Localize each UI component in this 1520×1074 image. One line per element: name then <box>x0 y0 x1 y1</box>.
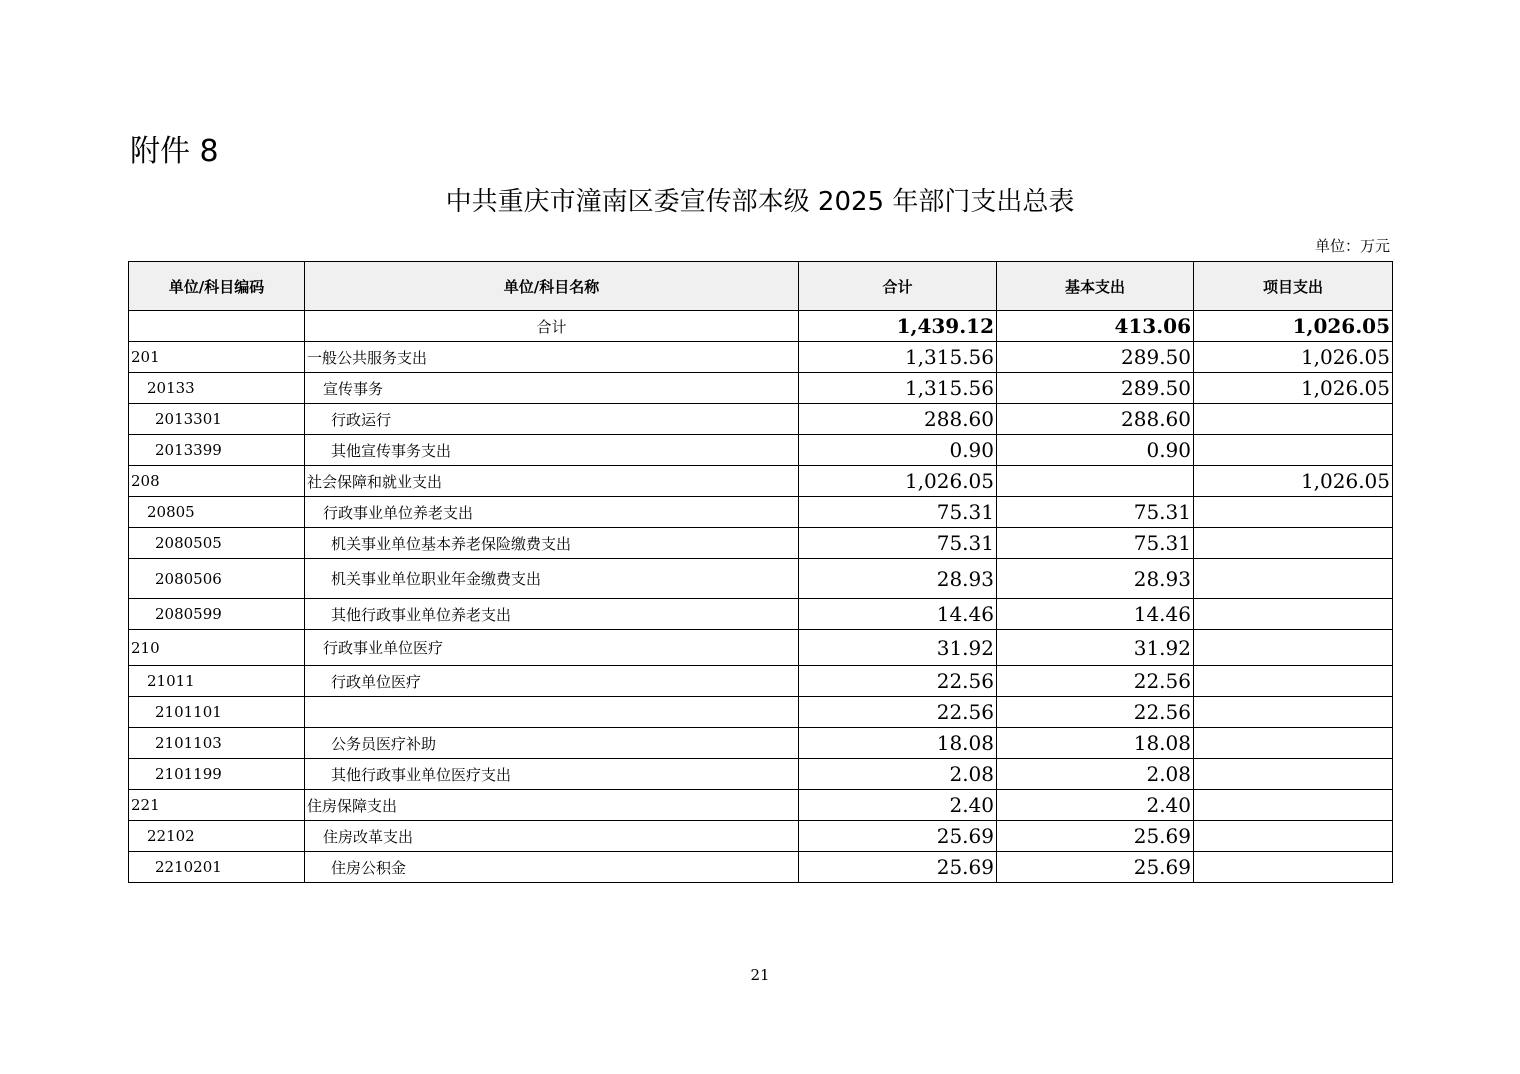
column-header-basic: 基本支出 <box>997 262 1194 311</box>
cell-name: 其他宣传事务支出 <box>305 435 799 466</box>
cell-total: 75.31 <box>799 497 997 528</box>
cell-code: 210 <box>129 630 305 666</box>
cell-project <box>1194 497 1393 528</box>
cell-code: 2210201 <box>129 852 305 883</box>
cell-total: 2.08 <box>799 759 997 790</box>
cell-name: 合计 <box>305 311 799 342</box>
cell-total: 0.90 <box>799 435 997 466</box>
attachment-label: 附件 8 <box>130 134 219 169</box>
cell-basic: 14.46 <box>997 599 1194 630</box>
table-row <box>129 821 1393 852</box>
cell-name: 机关事业单位基本养老保险缴费支出 <box>305 528 799 559</box>
table-row <box>129 528 1393 559</box>
cell-basic: 31.92 <box>997 630 1194 666</box>
cell-name: 社会保障和就业支出 <box>305 466 799 497</box>
table-row <box>129 666 1393 697</box>
cell-project <box>1194 759 1393 790</box>
column-header-total: 合计 <box>799 262 997 311</box>
cell-code: 208 <box>129 466 305 497</box>
cell-code: 2101199 <box>129 759 305 790</box>
cell-name: 公务员医疗补助 <box>305 728 799 759</box>
cell-basic: 2.08 <box>997 759 1194 790</box>
cell-name: 行政单位医疗 <box>305 666 799 697</box>
cell-name: 其他行政事业单位医疗支出 <box>305 759 799 790</box>
cell-total: 28.93 <box>799 559 997 599</box>
cell-total: 2.40 <box>799 790 997 821</box>
cell-name: 住房改革支出 <box>305 821 799 852</box>
cell-total: 18.08 <box>799 728 997 759</box>
column-header-name: 单位/科目名称 <box>305 262 799 311</box>
table-row <box>129 790 1393 821</box>
table-row <box>129 728 1393 759</box>
table-row <box>129 435 1393 466</box>
cell-code: 21011 <box>129 666 305 697</box>
cell-name <box>305 697 799 728</box>
cell-name: 机关事业单位职业年金缴费支出 <box>305 559 799 599</box>
cell-total: 1,315.56 <box>799 373 997 404</box>
cell-basic: 25.69 <box>997 852 1194 883</box>
column-header-code: 单位/科目编码 <box>129 262 305 311</box>
cell-basic: 75.31 <box>997 497 1194 528</box>
cell-code: 221 <box>129 790 305 821</box>
unit-label: 单位：万元 <box>1314 237 1390 255</box>
cell-basic: 288.60 <box>997 404 1194 435</box>
table-row <box>129 852 1393 883</box>
cell-project <box>1194 790 1393 821</box>
cell-name: 行政事业单位医疗 <box>305 630 799 666</box>
cell-name: 宣传事务 <box>305 373 799 404</box>
cell-total: 288.60 <box>799 404 997 435</box>
cell-basic: 0.90 <box>997 435 1194 466</box>
cell-total: 75.31 <box>799 528 997 559</box>
cell-code: 2080506 <box>129 559 305 599</box>
cell-project <box>1194 821 1393 852</box>
cell-code: 2013301 <box>129 404 305 435</box>
cell-project: 1,026.05 <box>1194 311 1393 342</box>
cell-total: 1,315.56 <box>799 342 997 373</box>
expenditure-table <box>128 261 1393 883</box>
table-row <box>129 697 1393 728</box>
cell-total: 31.92 <box>799 630 997 666</box>
cell-total: 1,026.05 <box>799 466 997 497</box>
cell-project <box>1194 630 1393 666</box>
cell-basic: 22.56 <box>997 697 1194 728</box>
cell-code: 201 <box>129 342 305 373</box>
cell-code: 2013399 <box>129 435 305 466</box>
table-row <box>129 497 1393 528</box>
cell-total: 1,439.12 <box>799 311 997 342</box>
cell-project <box>1194 404 1393 435</box>
table-row <box>129 759 1393 790</box>
table-row <box>129 404 1393 435</box>
cell-basic: 25.69 <box>997 821 1194 852</box>
cell-code: 2101101 <box>129 697 305 728</box>
cell-total: 14.46 <box>799 599 997 630</box>
cell-basic: 289.50 <box>997 342 1194 373</box>
table-header-row <box>129 262 1393 311</box>
cell-code: 20805 <box>129 497 305 528</box>
cell-total: 25.69 <box>799 852 997 883</box>
cell-basic: 289.50 <box>997 373 1194 404</box>
cell-project: 1,026.05 <box>1194 342 1393 373</box>
cell-total: 22.56 <box>799 666 997 697</box>
cell-name: 其他行政事业单位养老支出 <box>305 599 799 630</box>
cell-project <box>1194 852 1393 883</box>
cell-total: 22.56 <box>799 697 997 728</box>
total-row <box>129 311 1393 342</box>
cell-project: 1,026.05 <box>1194 466 1393 497</box>
cell-code: 2101103 <box>129 728 305 759</box>
page-title: 中共重庆市潼南区委宣传部本级 2025 年部门支出总表 <box>445 187 1075 217</box>
cell-total: 25.69 <box>799 821 997 852</box>
cell-project <box>1194 697 1393 728</box>
cell-basic: 2.40 <box>997 790 1194 821</box>
cell-code: 20133 <box>129 373 305 404</box>
cell-basic: 28.93 <box>997 559 1194 599</box>
cell-project <box>1194 599 1393 630</box>
cell-code: 22102 <box>129 821 305 852</box>
cell-name: 一般公共服务支出 <box>305 342 799 373</box>
cell-code <box>129 311 305 342</box>
page-number: 21 <box>750 966 770 984</box>
table-row <box>129 466 1393 497</box>
cell-code: 2080505 <box>129 528 305 559</box>
cell-basic: 75.31 <box>997 528 1194 559</box>
cell-project: 1,026.05 <box>1194 373 1393 404</box>
cell-name: 住房公积金 <box>305 852 799 883</box>
cell-basic: 18.08 <box>997 728 1194 759</box>
table-row <box>129 373 1393 404</box>
table-row <box>129 630 1393 666</box>
cell-code: 2080599 <box>129 599 305 630</box>
cell-project <box>1194 435 1393 466</box>
cell-name: 住房保障支出 <box>305 790 799 821</box>
cell-project <box>1194 528 1393 559</box>
cell-project <box>1194 728 1393 759</box>
cell-project <box>1194 666 1393 697</box>
cell-basic <box>997 466 1194 497</box>
table-row <box>129 559 1393 599</box>
cell-name: 行政运行 <box>305 404 799 435</box>
cell-basic: 22.56 <box>997 666 1194 697</box>
column-header-project: 项目支出 <box>1194 262 1393 311</box>
cell-basic: 413.06 <box>997 311 1194 342</box>
table-row <box>129 599 1393 630</box>
table-row <box>129 342 1393 373</box>
cell-name: 行政事业单位养老支出 <box>305 497 799 528</box>
cell-project <box>1194 559 1393 599</box>
